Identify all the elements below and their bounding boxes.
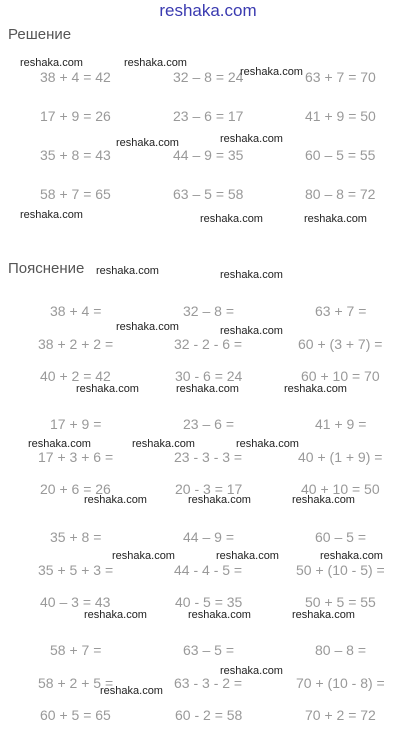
- watermark-text: reshaka.com: [292, 494, 355, 506]
- watermark-text: reshaka.com: [116, 321, 179, 333]
- watermark-text: reshaka.com: [116, 137, 179, 149]
- watermark-text: reshaka.com: [292, 609, 355, 621]
- explanation-equation: 50 + (10 - 5) =: [296, 562, 385, 578]
- watermark-text: reshaka.com: [220, 269, 283, 281]
- explanation-equation: 23 – 6 =: [183, 416, 234, 432]
- solution-equation: 41 + 9 = 50: [305, 108, 376, 124]
- watermark-text: reshaka.com: [76, 383, 139, 395]
- watermark-text: reshaka.com: [20, 209, 83, 221]
- watermark-text: reshaka.com: [188, 494, 251, 506]
- watermark-text: reshaka.com: [284, 383, 347, 395]
- explanation-equation: 80 – 8 =: [315, 642, 366, 658]
- explanation-equation: 63 - 3 - 2 =: [174, 675, 243, 691]
- watermark-text: reshaka.com: [96, 265, 159, 277]
- explanation-equation: 40 - 5 = 35: [175, 594, 243, 610]
- watermark-text: reshaka.com: [100, 685, 163, 697]
- explanation-equation: 38 + 2 + 2 =: [38, 336, 114, 352]
- watermark-text: reshaka.com: [220, 133, 283, 145]
- solution-heading: Решение: [8, 26, 72, 43]
- explanation-equation: 58 + 2 + 5 =: [38, 675, 114, 691]
- explanation-equation: 17 + 9 =: [50, 416, 102, 432]
- explanation-equation: 60 + (3 + 7) =: [298, 336, 383, 352]
- solution-equation: 44 – 9 = 35: [173, 147, 244, 163]
- explanation-equation: 35 + 5 + 3 =: [38, 562, 114, 578]
- watermark-text: reshaka.com: [84, 494, 147, 506]
- explanation-heading: Пояснение: [8, 260, 85, 277]
- solution-equation: 23 – 6 = 17: [173, 108, 244, 124]
- watermark-text: reshaka.com: [200, 213, 263, 225]
- solution-equation: 17 + 9 = 26: [40, 108, 111, 124]
- explanation-equation: 32 – 8 =: [183, 303, 234, 319]
- watermark-text: reshaka.com: [220, 665, 283, 677]
- watermark-text: reshaka.com: [240, 66, 303, 78]
- explanation-equation: 63 + 7 =: [315, 303, 367, 319]
- watermark-text: reshaka.com: [84, 609, 147, 621]
- solution-equation: 38 + 4 = 42: [40, 69, 111, 85]
- explanation-equation: 40 + (1 + 9) =: [298, 449, 383, 465]
- explanation-equation: 35 + 8 =: [50, 529, 102, 545]
- explanation-equation: 40 – 3 = 43: [40, 594, 111, 610]
- explanation-equation: 70 + 2 = 72: [305, 707, 376, 723]
- watermark-text: reshaka.com: [20, 57, 83, 69]
- explanation-equation: 44 – 9 =: [183, 529, 234, 545]
- watermark-text: reshaka.com: [132, 438, 195, 450]
- watermark-text: reshaka.com: [320, 550, 383, 562]
- explanation-equation: 40 + 10 = 50: [301, 481, 380, 497]
- site-title: reshaka.com: [159, 1, 257, 20]
- solution-equation: 60 – 5 = 55: [305, 147, 376, 163]
- explanation-equation: 32 - 2 - 6 =: [174, 336, 243, 352]
- solution-equation: 35 + 8 = 43: [40, 147, 111, 163]
- watermark-text: reshaka.com: [304, 213, 367, 225]
- explanation-equation: 17 + 3 + 6 =: [38, 449, 114, 465]
- explanation-equation: 38 + 4 =: [50, 303, 102, 319]
- explanation-equation: 23 - 3 - 3 =: [174, 449, 243, 465]
- solution-equation: 63 – 5 = 58: [173, 186, 244, 202]
- solution-equation: 32 – 8 = 24: [173, 69, 244, 85]
- solution-equation: 58 + 7 = 65: [40, 186, 111, 202]
- explanation-equation: 20 - 3 = 17: [175, 481, 243, 497]
- watermark-text: reshaka.com: [236, 438, 299, 450]
- watermark-text: reshaka.com: [220, 325, 283, 337]
- explanation-equation: 58 + 7 =: [50, 642, 102, 658]
- watermark-text: reshaka.com: [124, 57, 187, 69]
- explanation-equation: 63 – 5 =: [183, 642, 234, 658]
- watermark-text: reshaka.com: [216, 550, 279, 562]
- explanation-equation: 20 + 6 = 26: [40, 481, 111, 497]
- explanation-equation: 41 + 9 =: [315, 416, 367, 432]
- watermark-text: reshaka.com: [112, 550, 175, 562]
- explanation-equation: 44 - 4 - 5 =: [174, 562, 243, 578]
- explanation-equation: 40 + 2 = 42: [40, 368, 111, 384]
- explanation-equation: 60 - 2 = 58: [175, 707, 243, 723]
- explanation-equation: 70 + (10 - 8) =: [296, 675, 385, 691]
- explanation-equation: 50 + 5 = 55: [305, 594, 376, 610]
- explanation-equation: 60 + 5 = 65: [40, 707, 111, 723]
- solution-equation: 63 + 7 = 70: [305, 69, 376, 85]
- watermark-text: reshaka.com: [176, 383, 239, 395]
- solution-equation: 80 – 8 = 72: [305, 186, 376, 202]
- explanation-equation: 30 - 6 = 24: [175, 368, 243, 384]
- explanation-equation: 60 + 10 = 70: [301, 368, 380, 384]
- watermark-text: reshaka.com: [28, 438, 91, 450]
- explanation-equation: 60 – 5 =: [315, 529, 366, 545]
- watermark-text: reshaka.com: [188, 609, 251, 621]
